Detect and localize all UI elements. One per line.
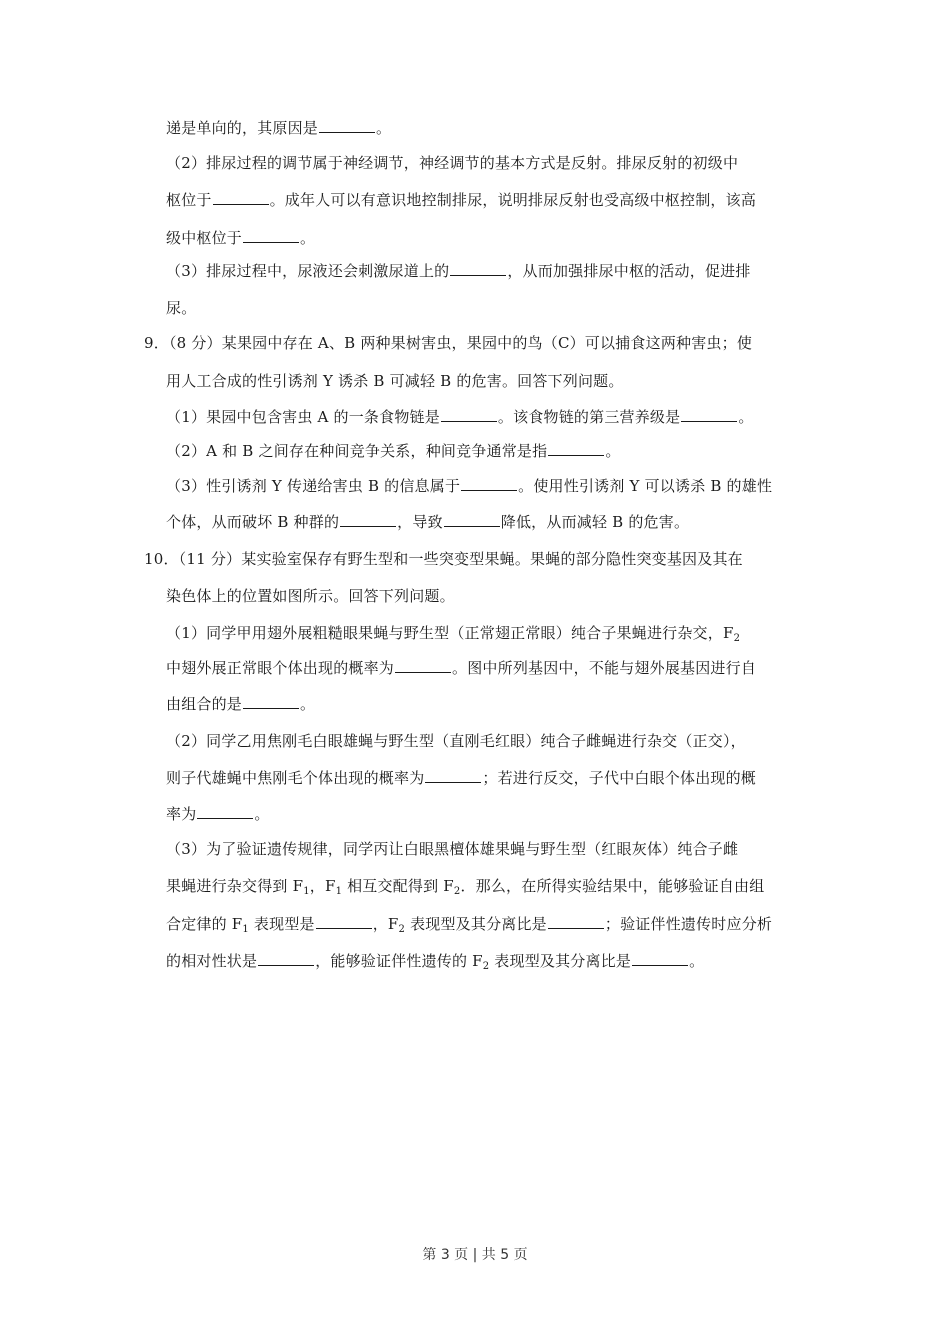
text-segment: 尿。 [166, 299, 197, 317]
subscript: 1 [335, 886, 343, 897]
text-segment: （1）果园中包含害虫 A 的一条食物链是 [166, 408, 440, 426]
answer-blank [444, 512, 500, 527]
text-line [166, 658, 756, 678]
text-segment: ，F [372, 915, 399, 933]
text-line [166, 768, 756, 788]
text-line [166, 512, 689, 532]
text-segment: 相互交配得到 F [342, 877, 454, 895]
text-segment: （2）A 和 B 之间存在种间竞争关系，种间竞争通常是指 [166, 442, 548, 460]
subscript: 1 [303, 886, 310, 897]
answer-blank [681, 407, 737, 422]
subscript: 1 [242, 924, 249, 935]
text-segment: 用人工合成的性引诱剂 Y 诱杀 B 可减轻 B 的危害。回答下列问题。 [166, 372, 624, 390]
text-segment: 。 [738, 408, 754, 426]
answer-blank [243, 228, 299, 243]
text-segment: 果蝇进行杂交得到 F [166, 877, 304, 895]
answer-blank [461, 476, 517, 491]
answer-blank [425, 768, 481, 783]
text-line [166, 441, 621, 461]
text-segment: （2）排尿过程的调节属于神经调节，神经调节的基本方式是反射。排尿反射的初级中 [166, 154, 739, 172]
text-segment: 。该食物链的第三营养级是 [497, 408, 681, 426]
question-heading-line [144, 333, 752, 353]
text-segment: 递是单向的，其原因是 [166, 119, 319, 137]
answer-blank [197, 804, 253, 819]
text-line [166, 623, 740, 643]
subscript: 2 [453, 886, 461, 897]
text-line [166, 586, 455, 606]
answer-blank [632, 951, 688, 966]
text-line [166, 118, 391, 138]
text-segment: 的相对性状是 [166, 952, 258, 970]
answer-blank [340, 512, 396, 527]
text-segment: ，能够验证伴性遗传的 F [315, 952, 483, 970]
subscript: 2 [398, 924, 406, 935]
text-line [166, 228, 315, 248]
text-segment: 表现型及其分离比是 [405, 915, 547, 933]
text-line [166, 804, 270, 824]
answer-blank [243, 694, 299, 709]
answer-blank [319, 118, 375, 133]
answer-blank [441, 407, 497, 422]
text-segment: 枢位于 [166, 191, 212, 209]
text-line [166, 153, 738, 173]
answer-blank [450, 261, 506, 276]
text-line [166, 731, 746, 751]
text-segment: 表现型是 [248, 915, 315, 933]
text-segment: （3）排尿过程中，尿液还会刺激尿道上的 [166, 262, 450, 280]
answer-blank [213, 190, 269, 205]
answer-blank [395, 658, 451, 673]
text-segment: ．那么，在所得实验结果中，能够验证自由组 [460, 877, 765, 895]
text-segment: ，导致 [397, 513, 443, 531]
text-segment: 。 [300, 229, 316, 247]
text-segment: 则子代雄蝇中焦刚毛个体出现的概率为 [166, 769, 425, 787]
subscript: 2 [733, 633, 741, 644]
text-segment: 。 [605, 442, 621, 460]
text-segment: 表现型及其分离比是 [489, 952, 632, 970]
text-line [166, 476, 772, 496]
text-segment: 。成年人可以有意识地控制排尿，说明排尿反射也受高级中枢控制，该高 [269, 191, 757, 209]
text-line [166, 951, 704, 971]
text-line [166, 190, 756, 210]
text-segment: 10．（11 分）某实验室保存有野生型和一些突变型果蝇。果蝇的部分隐性突变基因及其在 [144, 550, 743, 568]
text-segment: ，F [309, 877, 336, 895]
subscript: 2 [482, 961, 490, 972]
text-segment: （1）同学甲用翅外展粗糙眼果蝇与野生型（正常翅正常眼）纯合子果蝇进行杂交，F [166, 624, 734, 642]
text-segment: 。 [254, 805, 270, 823]
text-line [166, 694, 315, 714]
text-segment: ；验证伴性遗传时应分析 [604, 915, 773, 933]
text-segment: 9．（8 分）某果园中存在 A、B 两种果树害虫，果园中的鸟（C）可以捕食这两种害虫；使 [144, 334, 753, 352]
text-segment: 级中枢位于 [166, 229, 243, 247]
text-line [166, 876, 764, 896]
text-segment: 。 [689, 952, 705, 970]
answer-blank [548, 914, 604, 929]
question-heading-line [144, 549, 743, 569]
text-segment: ，从而加强排尿中枢的活动，促进排 [507, 262, 751, 280]
text-segment: （3）性引诱剂 Y 传递给害虫 B 的信息属于 [166, 477, 461, 495]
text-segment: ；若进行反交，子代中白眼个体出现的概 [482, 769, 757, 787]
text-segment: 。使用性引诱剂 Y 可以诱杀 B 的雄性 [518, 477, 773, 495]
text-line [166, 371, 624, 391]
text-segment: 。图中所列基因中，不能与翅外展基因进行自 [452, 659, 757, 677]
text-segment: 降低，从而减轻 B 的危害。 [500, 513, 690, 531]
answer-blank [316, 914, 372, 929]
text-segment: 个体，从而破坏 B 种群的 [166, 513, 340, 531]
answer-blank [258, 951, 314, 966]
text-segment: 率为 [166, 805, 197, 823]
text-segment: 。 [376, 119, 392, 137]
text-segment: 合定律的 F [166, 915, 243, 933]
text-segment: 染色体上的位置如图所示。回答下列问题。 [166, 587, 455, 605]
text-line [166, 407, 754, 427]
text-line [166, 839, 738, 859]
text-segment: 由组合的是 [166, 695, 243, 713]
text-segment: （3）为了验证遗传规律，同学丙让白眼黑檀体雄果蝇与野生型（红眼灰体）纯合子雌 [166, 840, 739, 858]
text-line [166, 298, 196, 318]
text-segment: 。 [300, 695, 316, 713]
text-segment: （2）同学乙用焦刚毛白眼雄蝇与野生型（直刚毛红眼）纯合子雌蝇进行杂交（正交）， [166, 732, 746, 750]
text-line [166, 914, 772, 934]
page-footer: 第 3 页 | 共 5 页 [422, 1247, 528, 1263]
text-line [166, 261, 751, 281]
answer-blank [548, 441, 604, 456]
text-segment: 中翅外展正常眼个体出现的概率为 [166, 659, 395, 677]
